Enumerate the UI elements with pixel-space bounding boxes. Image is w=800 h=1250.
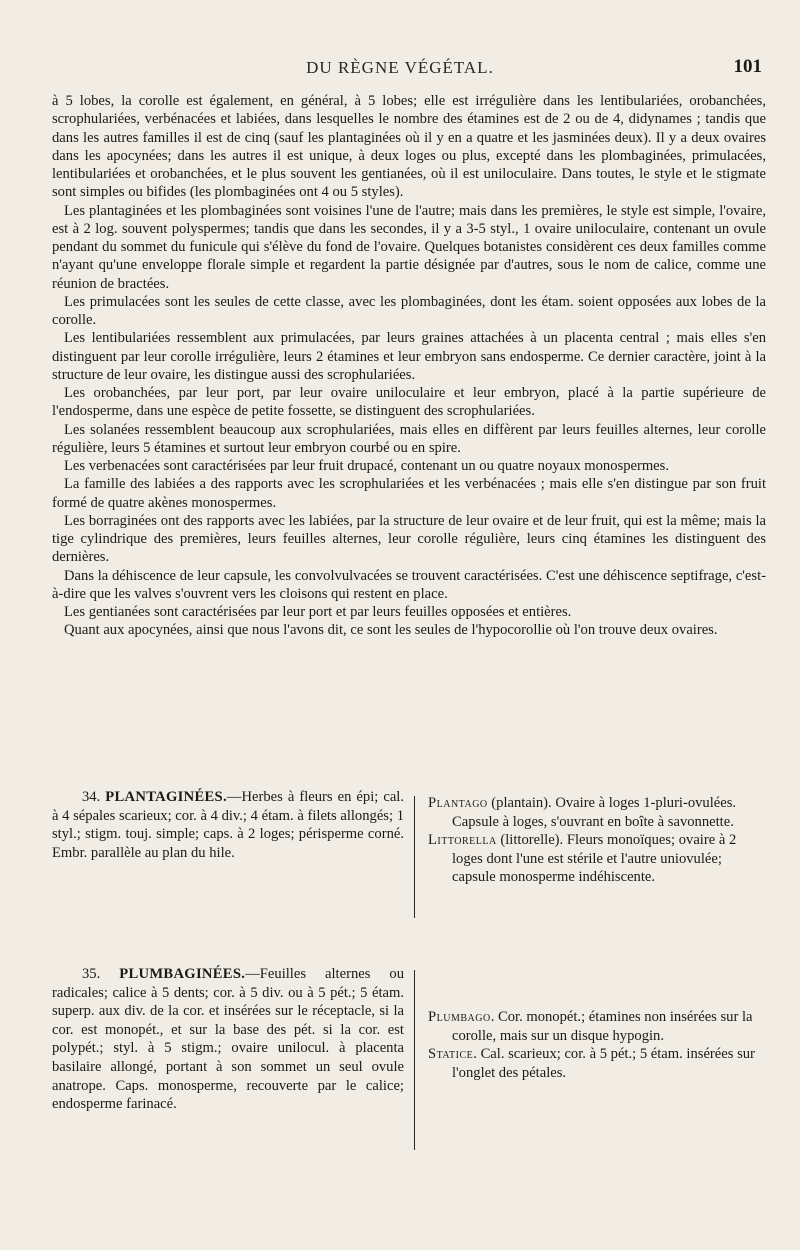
paragraph: Les orobanchées, par leur port, par leur ovaire uniloculaire et leur embryon, placé à la partie supérieure de l'endosperme, dans une espèce de petite fossette, se distinguent des scrophulariées. <box>52 385 766 420</box>
genus-name: Plantago <box>428 795 488 811</box>
family-plumbaginees-description <box>52 965 404 1114</box>
paragraph: Quant aux apocynées, ainsi que nous l'avons dit, ce sont les seules de l'hypocorollie où l'on trouve deux ovaires. <box>64 622 718 639</box>
genus-text: . Cor. monopét.; étamines non insérées sur la corolle, mais sur un disque hypogin. <box>452 1009 753 1044</box>
running-title: DU RÈGNE VÉGÉTAL. <box>306 58 494 77</box>
page-number: 101 <box>733 56 762 77</box>
family-number: 34. <box>82 789 101 805</box>
genus-entry <box>428 831 768 887</box>
paragraph: Dans la déhiscence de leur capsule, les convolvulvacées se trouvent caractérisées. C'est une déhiscence septifrage, c'est-à-dire que les valves s'ouvrent vers les cloisons qui restent en place. <box>52 567 766 602</box>
genus-entry <box>428 1045 768 1082</box>
genus-name: Statice <box>428 1046 474 1063</box>
paragraph: Les borraginées ont des rapports avec les labiées, par la structure de leur ovaire et de leur fruit, qui est la même; mais la tige cylindrique des premières, leurs feuilles alternes, leur corolle régulière, leurs cinq étamines les distinguent des dernières. <box>52 512 766 566</box>
family-plantaginees-genera <box>428 794 768 887</box>
page-header <box>0 58 800 82</box>
family-name: PLUMBAGINÉES. <box>119 966 246 982</box>
main-text <box>52 92 766 640</box>
family-name: PLANTAGINÉES. <box>105 789 227 805</box>
paragraph: à 5 lobes, la corolle est également, en général, à 5 lobes; elle est irrégulière dans les lentibulariées, orobanchées, scrophulariées, verbénacées et labiées, dans lesquelles le nombre des étamines est de 2 ou de 4, didynames ; tandis que dans les autres familles il est de cinq (sauf les plantaginées où il y en a quatre et les jasminées deux). Il y a deux ovaires dans les apocynées; dans les autres il est unique, à deux loges ou plus, excepté dans les plombaginées, primulacées, lentibulariées et orobanchées, et le plus souvent les gentianées, où il est uniloculaire. Dans toutes, le style et le stigmate sont simples ou bifides (les plombaginées ont 4 ou 5 styles). <box>52 93 766 201</box>
brace-divider <box>414 970 425 1150</box>
genus-text: (littorelle). Fleurs monoïques; ovaire à 2 loges dont l'une est stérile et l'autre uniovulée; capsule monosperme indéhiscente. <box>452 832 737 886</box>
genus-name: Plumbago <box>428 1009 491 1025</box>
family-plumbaginees-genera <box>428 1008 768 1082</box>
paragraph: Les lentibulariées ressemblent aux primulacées, par leurs graines attachées à un placenta central ; mais elles s'en distinguent par leur corolle irrégulière, leurs 2 étamines et leur embryon sans endosperme. Ce dernier caractère, joint à la structure de leur ovaire, les distingue aussi des scrophulariées. <box>52 330 766 383</box>
genus-entry <box>428 1008 768 1045</box>
paragraph: Les gentianées sont caractérisées par leur port et par leurs feuilles opposées et entières. <box>64 604 572 620</box>
genus-name: Littorella <box>428 832 497 849</box>
paragraph: Les solanées ressemblent beaucoup aux scrophulariées, mais elles en diffèrent par leurs feuilles alternes, leur corolle régulière, leurs 5 étamines et surtout leur embryon courbé ou en spire. <box>52 421 766 456</box>
brace-divider <box>414 796 425 918</box>
family-description: —Herbes à fleurs en épi; cal. à 4 sépales scarieux; cor. à 4 div.; 4 étam. à filets allongés; 1 styl.; stigm. touj. simple; caps. à 2 loges; périsperme corné. Embr. parallèle au plan du hile. <box>52 789 404 861</box>
genus-text: (plantain). Ovaire à loges 1-pluri-ovulées. Capsule à loges, s'ouvrant en boîte à savonnette. <box>452 795 737 830</box>
paragraph: Les primulacées sont les seules de cette classe, avec les plombaginées, dont les étam. soient opposées aux lobes de la corolle. <box>52 293 766 328</box>
family-number: 35. <box>82 966 101 982</box>
family-plantaginees-description <box>52 788 404 862</box>
genus-entry <box>428 794 768 831</box>
genus-text: . Cal. scarieux; cor. à 5 pét.; 5 étam. insérées sur l'onglet des pétales. <box>452 1046 755 1081</box>
paragraph: Les verbenacées sont caractérisées par leur fruit drupacé, contenant un ou quatre noyaux monospermes. <box>64 458 669 474</box>
family-description: —Feuilles alternes ou radicales; calice à 5 dents; cor. à 5 div. ou à 5 pét.; 5 étam. superp. aux div. de la cor. et insérées sur le réceptacle, si la cor. est monopét., et sur la base des pét. si la cor. est polypét.; styl. à 5 stigm.; ovaire unilocul. à placenta basilaire allongé, portant à son sommet un seul ovule anatrope. Caps. monosperme, recouverte par le calice; endosperme farinacé. <box>52 966 404 1113</box>
paragraph: Les plantaginées et les plombaginées sont voisines l'une de l'autre; mais dans les premières, le style est simple, l'ovaire, est à 2 log. souvent polyspermes; tandis que dans les secondes, il y a 3-5 styl., 1 ovaire uniloculaire, contenant un ovule pendant du sommet du funicule qui s'élève du fond de l'ovaire. Quelques botanistes considèrent ces deux familles comme n'ayant qu'une enveloppe florale simple et regardent la partie désignée par d'autres, sous le nom de calice, comme une réunion de bractées. <box>52 202 766 292</box>
paragraph: La famille des labiées a des rapports avec les scrophulariées et les verbénacées ; mais elle s'en distingue par son fruit formé de quatre akènes monospermes. <box>52 476 766 511</box>
